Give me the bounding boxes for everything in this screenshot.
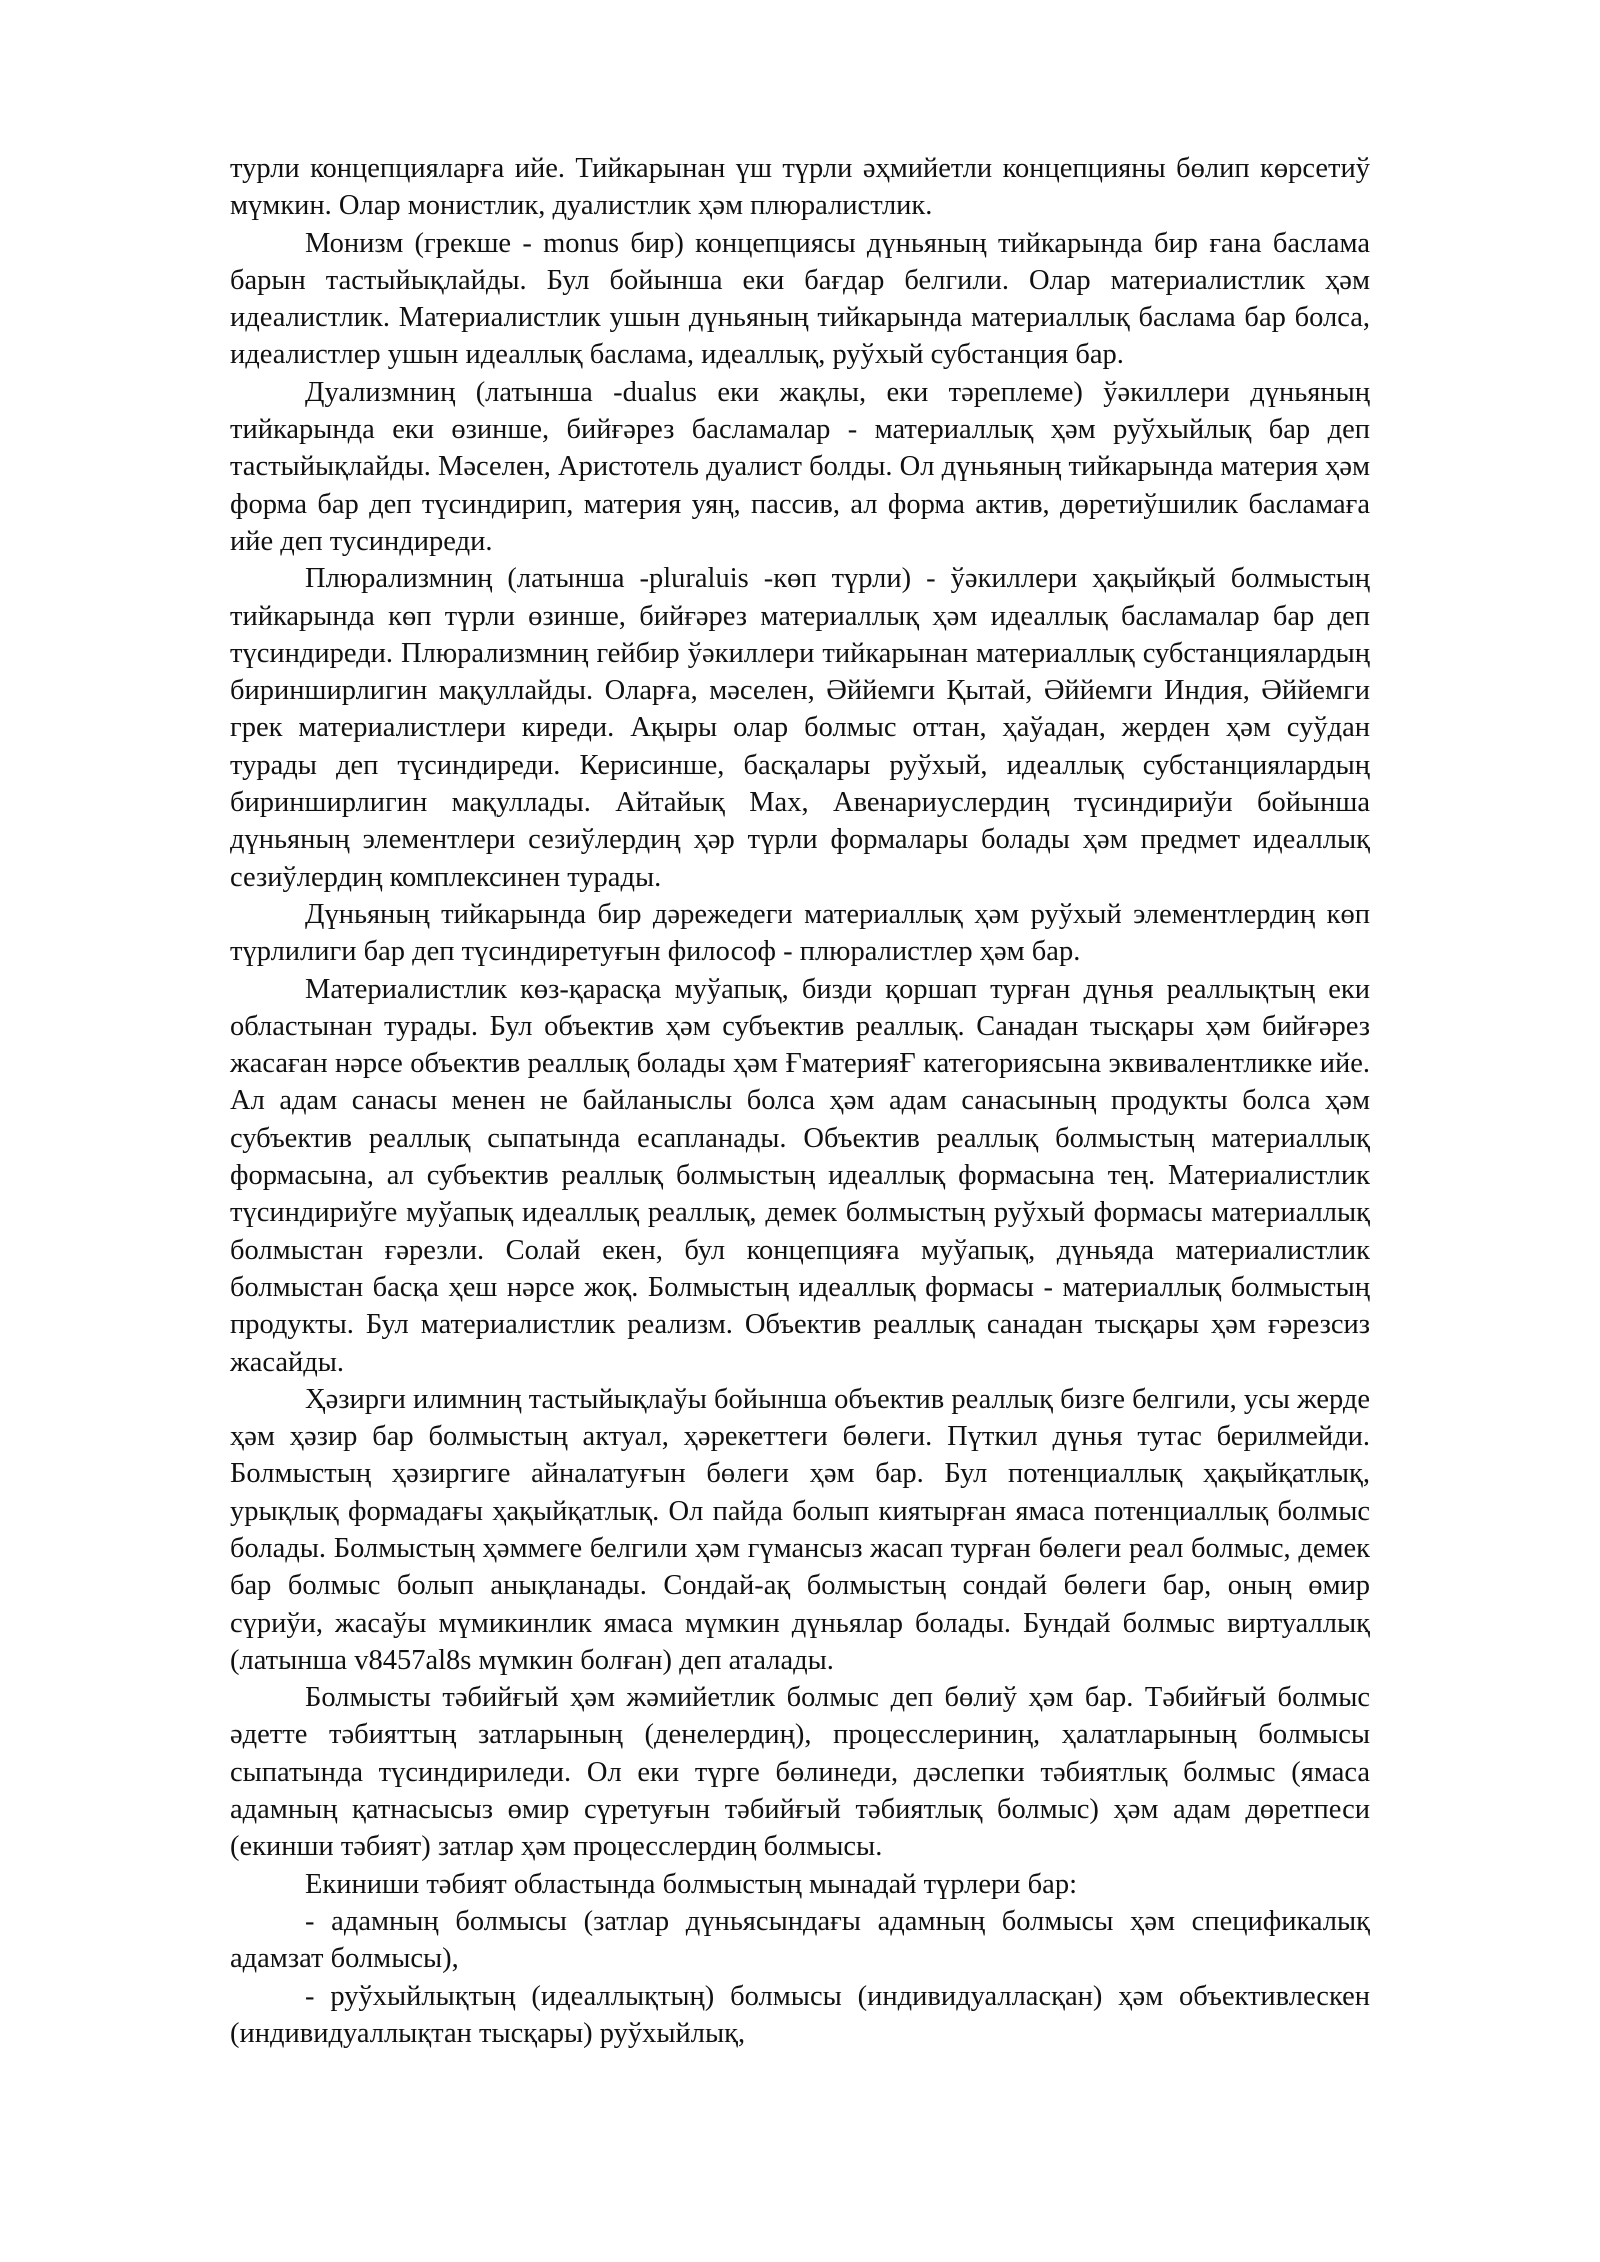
paragraph-5: Дүньяның тийкарында бир дәрежедеги материаллық ҳәм руўхый элементлердиң көп түрлилиги бар деп түсиндиретуғын философ - плюралистлер ҳәм бар. bbox=[230, 898, 1370, 968]
document-page bbox=[230, 150, 1370, 2052]
list-item-1: - адамның болмысы (затлар дүньясындағы адамның болмысы ҳәм спецификалық адамзат болмысы), bbox=[230, 1905, 1370, 1975]
paragraph-3: Дуализмниң (латынша -dualus еки жақлы, еки тәреплеме) ўәкиллери дүньяның тийкарында еки өзинше, бийғәрез басламалар - материаллық ҳәм руўхыйлық бар деп тастыйықлайды. Мәселен, Аристотель дуалист болды. Ол дүньяның тийкарында материя ҳәм форма бар деп түсиндирип, материя уяң, пассив, ал форма актив, дөретиўшилик басламаға ийе деп тусиндиреди. bbox=[230, 376, 1370, 557]
paragraph-2: Монизм (грекше - monus бир) концепциясы дүньяның тийкарында бир ғана баслама барын тастыйықлайды. Бул бойынша еки бағдар белгили. Олар материалистлик ҳәм идеалистлик. Материалистлик ушын дүньяның тийкарында материаллық баслама бар болса, идеалистлер ушын идеаллық баслама, идеаллық, руўхый субстанция бар. bbox=[230, 227, 1370, 371]
paragraph-9: Екиниши тәбият областында болмыстың мынадай түрлери бар: bbox=[305, 1868, 1077, 1900]
list-item-2: - руўхыйлықтың (идеаллықтың) болмысы (индивидуалласқан) ҳәм объективлескен (индивидуаллықтан тысқары) руўхыйлық, bbox=[230, 1980, 1370, 2049]
paragraph-4: Плюрализмниң (латынша -pluraluis -көп түрли) - ўәкиллери ҳақыйқый болмыстың тийкарында көп түрли өзинше, бийғәрез материаллық ҳәм идеаллық басламалар бар деп түсиндиреди. Плюрализмниң гейбир ўәкиллери тийкарынан материаллық субстанциялардың биринширлигин мақуллайды. Оларға, мәселен, Әййемги Қытай, Әййемги Индия, Әййемги грек материалистлери киреди. Ақыры олар болмыс оттан, ҳаўадан, жерден ҳәм суўдан турады деп түсиндиреди. Керисинше, басқалары руўхый, идеаллық субстанциялардың биринширлигин мақуллады. Айтайық Мах, Авенариуслердиң түсиндириўи бойынша дүньяның элементлери сезиўлердиң ҳәр түрли формалары болады ҳәм предмет идеаллық сезиўлердиң комплексинен турады. bbox=[230, 563, 1370, 893]
paragraph-8: Болмысты тәбийғый ҳәм жәмийетлик болмыс деп бөлиў ҳәм бар. Тәбийғый болмыс әдетте тәбияттың затларының (денелердиң), процесслериниң, ҳалатларының болмысы сыпатында түсиндириледи. Ол еки түрге бөлинеди, дәслепки тәбиятлық болмыс (ямаса адамның қатнасысыз өмир сүретуғын тәбийғый тәбиятлық болмыс) ҳәм адам дөретпеси (екинши тәбият) затлар ҳәм процесслердиң болмысы. bbox=[230, 1682, 1370, 1863]
paragraph-6: Материалистлик көз-қарасқа муўапық, бизди қоршап турған дүнья реаллықтың еки областынан турады. Бул объектив ҳәм субъектив реаллық. Санадан тысқары ҳәм бийғәрез жасаған нәрсе объектив реаллық болады ҳәм ҒматерияҒ категориясына эквивалентликке ийе. Ал адам санасы менен не байланыслы болса ҳәм адам санасының продукты болса ҳәм субъектив реаллық сыпатында есапланады. Объектив реаллық болмыстың материаллық формасына, ал субъектив реаллық болмыстың идеаллық формасына тең. Материалистлик түсиндириўге муўапық идеаллық реаллық, демек болмыстың руўхый формасы материаллық болмыстан ғәрезли. Солай екен, бул концепцияға муўапық, дүньяда материалистлик болмыстан басқа ҳеш нәрсе жоқ. Болмыстың идеаллық формасы - материаллық болмыстың продукты. Бул материалистлик реализм. Объектив реаллық санадан тысқары ҳәм ғәрезсиз жасайды. bbox=[230, 973, 1370, 1378]
paragraph-1: турли концепцияларға ийе. Тийкарынан үш түрли әҳмийетли концепцияны бөлип көрсетиў мүмкин. Олар монистлик, дуалистлик ҳәм плюралистлик. bbox=[230, 153, 1370, 222]
paragraph-7: Ҳәзирги илимниң тастыйықлаўы бойынша объектив реаллық бизге белгили, усы жерде ҳәм ҳәзир бар болмыстың актуал, ҳәрекеттеги бөлеги. Пүткил дүнья тутас берилмейди. Болмыстың ҳәзиргиге айналатуғын бөлеги ҳәм бар. Бул потенциаллық ҳақыйқатлық, урықлық формадағы ҳақыйқатлық. Ол пайда болып киятырған ямаса потенциаллық болмыс болады. Болмыстың ҳәммеге белгили ҳәм гүмансыз жасап турған бөлеги реал болмыс, демек бар болмыс болып анықланады. Сондай-ақ болмыстың сондай бөлеги бар, оның өмир сүриўи, жасаўы мүмикинлик ямаса мүмкин дүньялар болады. Бундай болмыс виртуаллық (латынша v8457al8s мүмкин болған) деп аталады. bbox=[230, 1383, 1370, 1676]
